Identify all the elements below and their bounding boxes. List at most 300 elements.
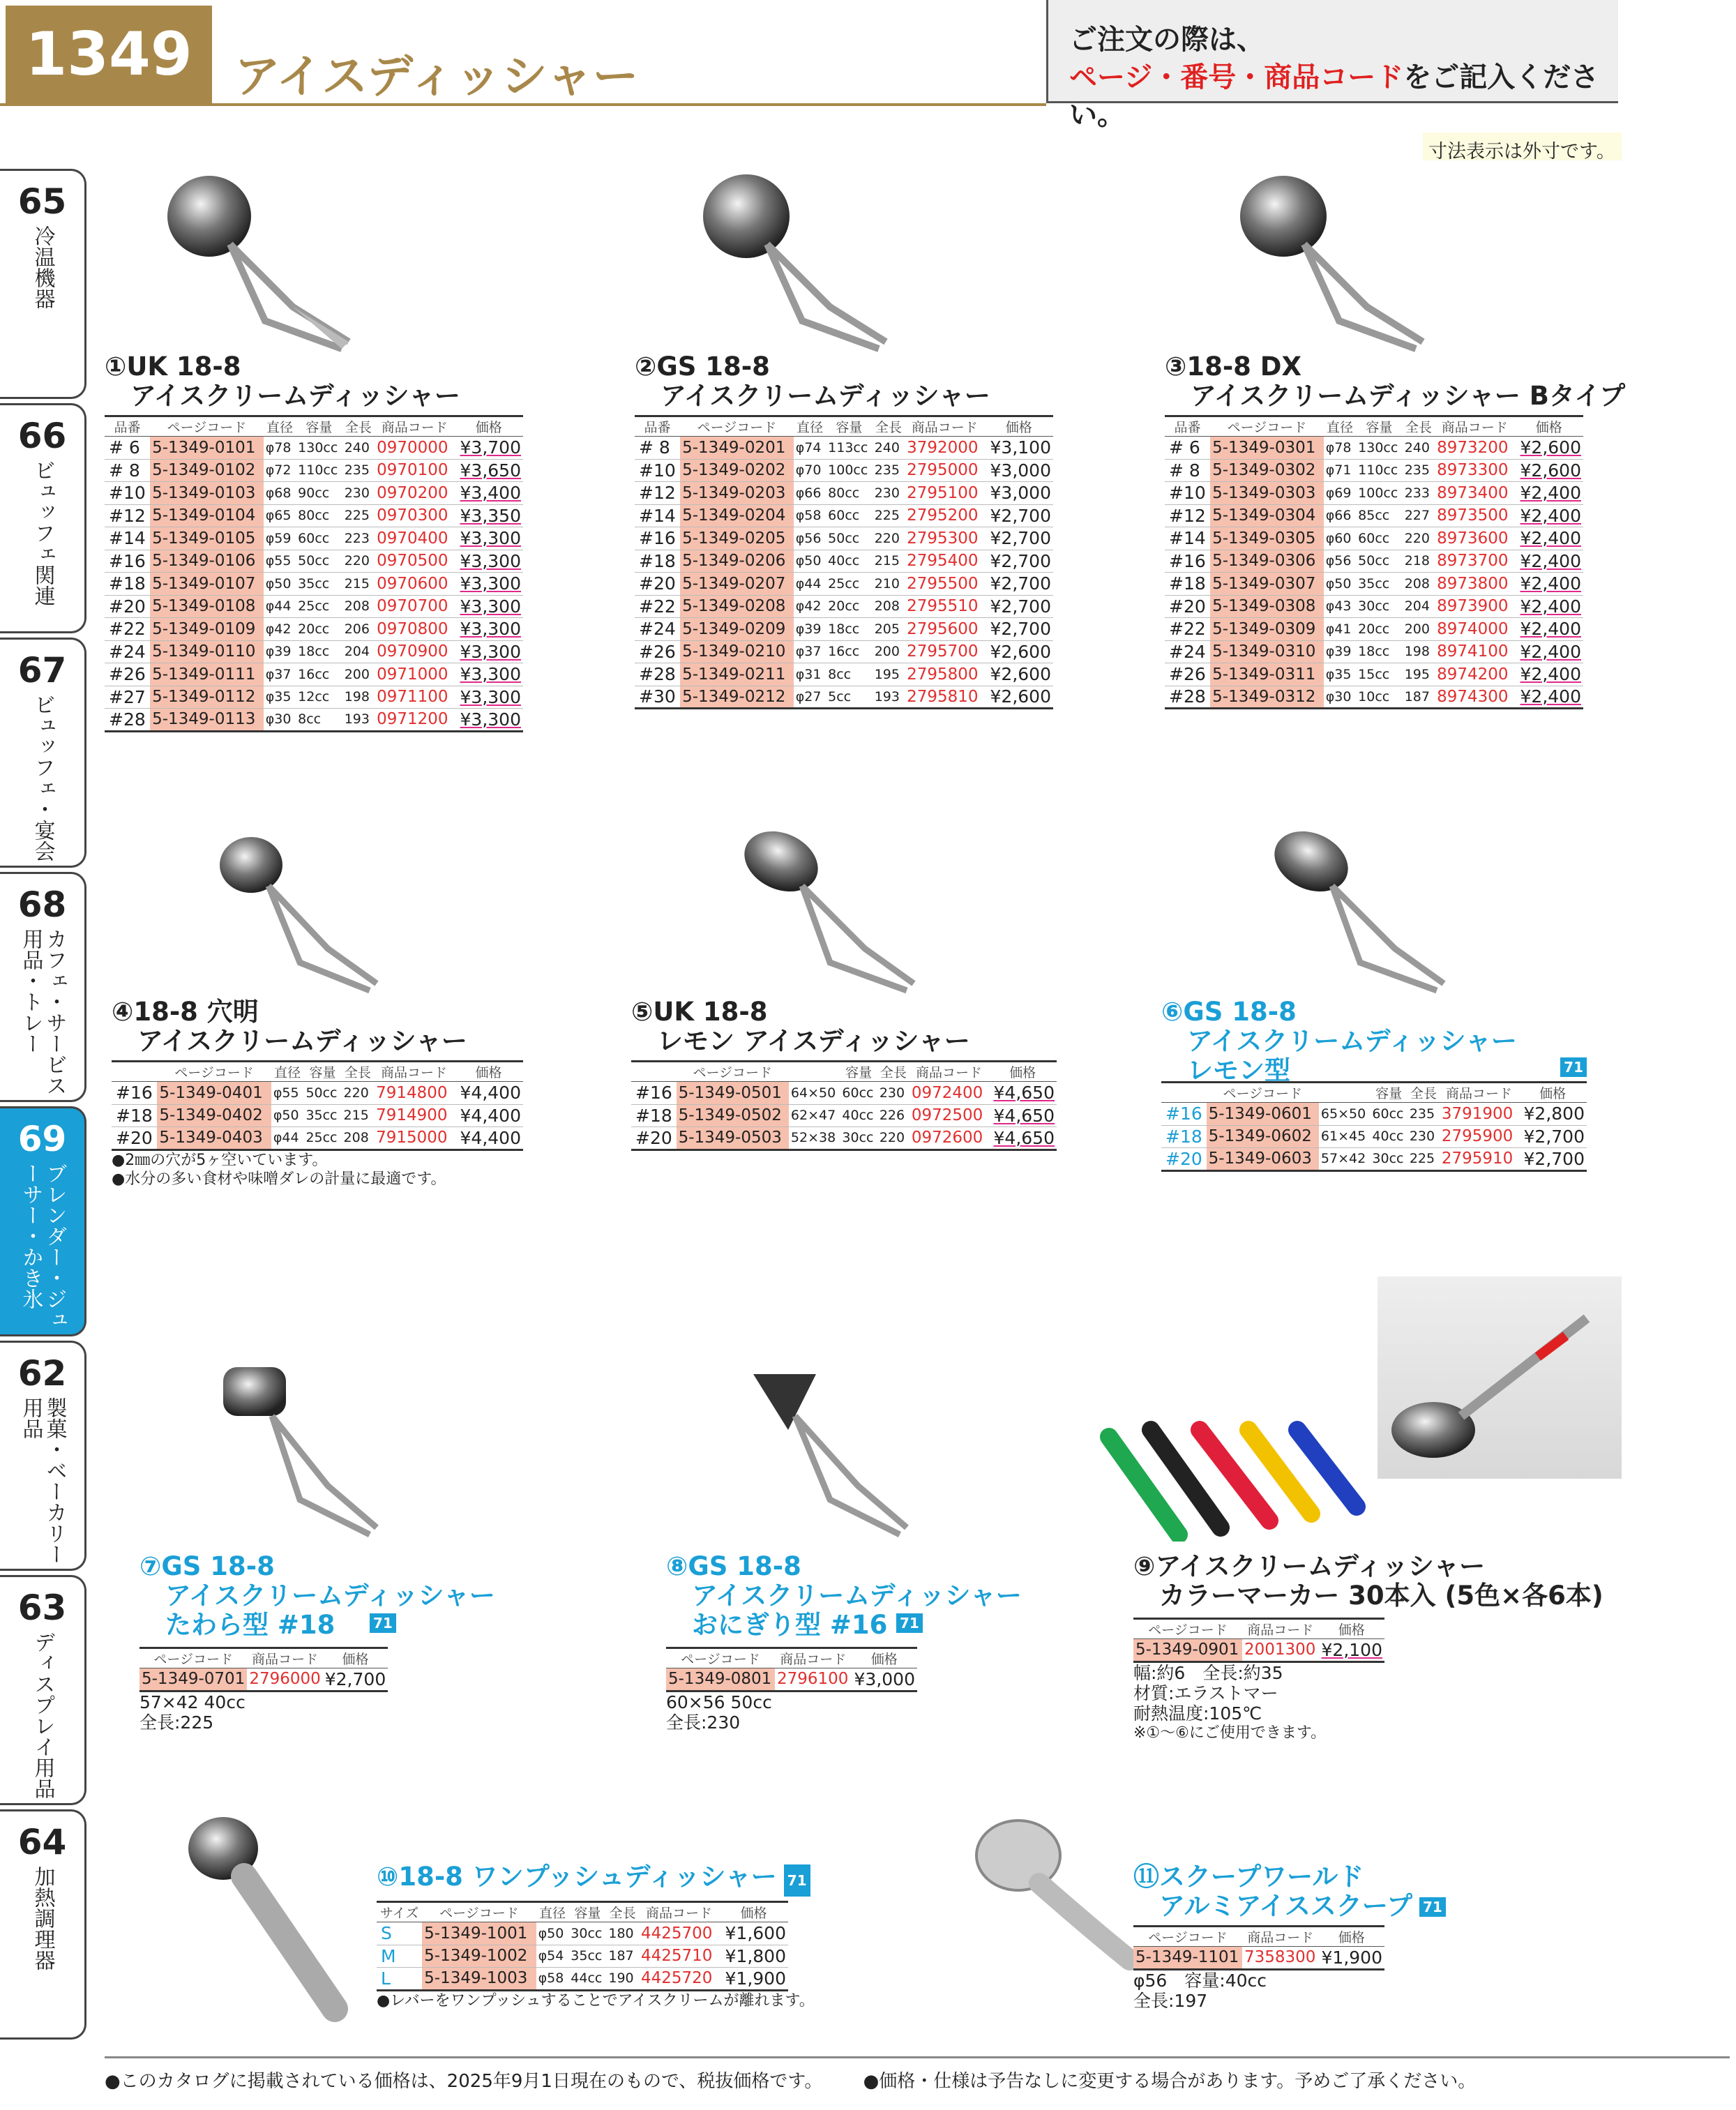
table-row (1165, 459, 1583, 482)
table-row (105, 640, 523, 663)
product-code: 2795500 (905, 573, 984, 596)
spec: φ39 (264, 640, 296, 663)
spec: 61×45 (1319, 1125, 1370, 1148)
price: ¥2,600 (1514, 437, 1583, 460)
product-code: 2795200 (905, 504, 984, 527)
order-line2 (1069, 59, 1618, 134)
spec: 206 (342, 618, 375, 641)
spec: 20cc (826, 595, 873, 618)
tab-number: 62 (17, 1353, 67, 1394)
footer-price-note: ●このカタログに掲載されている価格は、2025年9月1日現在のもので、税抜価格です。 (105, 2071, 823, 2092)
dishers-image-8 (739, 1360, 949, 1548)
spec: φ66 (794, 482, 826, 505)
tab-69[interactable] (0, 1106, 86, 1336)
spec: φ30 (264, 709, 296, 732)
price: ¥2,700 (984, 595, 1053, 618)
product-6 (1161, 997, 1587, 1172)
category-badge: 71 (896, 1613, 923, 1633)
spec: φ41 (1324, 618, 1356, 641)
page-code: 5-1349-0210 (680, 640, 794, 663)
product-code: 0970100 (375, 459, 454, 482)
spec: 100cc (1356, 482, 1403, 505)
column-header: ページコード (139, 1648, 247, 1668)
product-code: 8973400 (1435, 482, 1514, 505)
spec: 223 (342, 527, 375, 550)
price: ¥2,700 (984, 550, 1053, 573)
product-title: ⑦GS 18-8 アイスクリームディッシャー たわら型 #18 (139, 1551, 495, 1640)
spec: φ74 (794, 437, 826, 460)
price: ¥3,700 (454, 437, 523, 460)
column-header: 価格 (1518, 1083, 1587, 1103)
spec: 18cc (1356, 640, 1403, 663)
price: ¥1,600 (719, 1922, 788, 1945)
spec: 40cc (840, 1104, 877, 1127)
column-header: 容量 (568, 1902, 606, 1922)
spec: 35cc (568, 1945, 606, 1968)
size: S (377, 1922, 422, 1945)
spec: 80cc (296, 504, 342, 527)
column-header: 価格 (852, 1648, 917, 1668)
page-code: 5-1349-0205 (680, 527, 794, 550)
size: # 8 (105, 459, 150, 482)
product-code: 0970900 (375, 640, 454, 663)
product-spec: 全長:197 (1133, 1990, 1208, 2011)
spec: φ58 (536, 1968, 569, 1991)
table-row (377, 1945, 788, 1968)
page-code: 5-1349-0209 (680, 618, 794, 641)
price: ¥3,350 (454, 504, 523, 527)
spec: 18cc (296, 640, 342, 663)
spec: 110cc (296, 459, 342, 482)
page-code: 5-1349-0801 (666, 1668, 775, 1691)
price: ¥4,400 (454, 1127, 523, 1150)
price: ¥3,300 (454, 527, 523, 550)
spec: 44cc (568, 1968, 606, 1991)
table-row (1165, 504, 1583, 527)
spec: 110cc (1356, 459, 1403, 482)
price: ¥2,700 (1518, 1148, 1587, 1171)
product-title: ⑧GS 18-8 アイスクリームディッシャー おにぎり型 #16 (666, 1551, 1022, 1640)
spec: 208 (342, 595, 375, 618)
table-row (1165, 595, 1583, 618)
spec: 60cc (296, 527, 342, 550)
table-row (139, 1668, 388, 1691)
table-row (635, 459, 1053, 482)
product-code: 4425700 (639, 1922, 719, 1945)
page-code: 5-1349-0309 (1210, 618, 1324, 641)
size: #26 (1165, 663, 1210, 686)
product-code: 0970500 (375, 550, 454, 573)
product-8 (666, 1552, 1022, 1733)
spec: 65×50 (1319, 1103, 1370, 1126)
tab-65[interactable] (0, 169, 86, 399)
spec: 60cc (1356, 527, 1403, 550)
spec: 5cc (826, 686, 873, 709)
price: ¥4,400 (454, 1104, 523, 1127)
price: ¥2,400 (1514, 663, 1583, 686)
page-code: 5-1349-0311 (1210, 663, 1324, 686)
product-code: 8973800 (1435, 573, 1514, 596)
spec: 30cc (1370, 1148, 1407, 1171)
size: #10 (635, 459, 680, 482)
spec: 218 (1403, 550, 1435, 573)
price: ¥4,400 (454, 1082, 523, 1105)
spec: φ50 (794, 550, 826, 573)
column-header: 価格 (988, 1062, 1057, 1082)
product-code: 8974200 (1435, 663, 1514, 686)
spec: 20cc (296, 618, 342, 641)
product-code: 8973200 (1435, 437, 1514, 460)
table-row (635, 618, 1053, 641)
order-line2-rest: をご記入ください。 (1069, 61, 1599, 131)
column-header: 商品コード (1242, 1619, 1319, 1639)
column-header: 直径 (1324, 416, 1356, 437)
table-row (112, 1127, 523, 1150)
table-row (105, 709, 523, 732)
spec: 235 (342, 459, 375, 482)
page-code: 5-1349-0103 (150, 482, 264, 505)
spec: 235 (873, 459, 905, 482)
product-code: 2796000 (247, 1668, 322, 1691)
tab-64[interactable] (0, 1809, 86, 2040)
product-table (1165, 415, 1583, 709)
price: ¥2,400 (1514, 482, 1583, 505)
tab-number: 63 (17, 1588, 67, 1628)
page-code: 5-1349-0312 (1210, 686, 1324, 709)
spec: 60cc (840, 1082, 877, 1105)
spec: 100cc (826, 459, 873, 482)
page-code: 5-1349-0306 (1210, 550, 1324, 573)
column-header: 商品コード (374, 1062, 454, 1082)
table-row (1165, 482, 1583, 505)
column-header: 全長 (342, 1062, 375, 1082)
spec: 50cc (303, 1082, 341, 1105)
size: # 6 (105, 437, 150, 460)
page-code: 5-1349-0111 (150, 663, 264, 686)
column-header: ページコード (1133, 1619, 1242, 1639)
column-header (789, 1062, 840, 1082)
table-row (377, 1922, 788, 1945)
page-code: 5-1349-0201 (680, 437, 794, 460)
size: M (377, 1945, 422, 1968)
product-code: 7915000 (374, 1127, 454, 1150)
spec: φ55 (271, 1082, 304, 1105)
page-code: 5-1349-0305 (1210, 527, 1324, 550)
spec: 30cc (568, 1922, 606, 1945)
table-row (635, 595, 1053, 618)
size: #18 (1161, 1125, 1207, 1148)
spec: 15cc (1356, 663, 1403, 686)
page-code: 5-1349-0208 (680, 595, 794, 618)
price: ¥3,400 (454, 482, 523, 505)
price: ¥1,900 (719, 1968, 788, 1991)
table-row (112, 1082, 523, 1105)
column-header: 容量 (296, 416, 342, 437)
spec: φ60 (1324, 527, 1356, 550)
product-11 (1133, 1862, 1442, 2011)
column-header: 価格 (454, 1062, 523, 1082)
product-code: 2795900 (1440, 1125, 1518, 1148)
product-code: 0972400 (909, 1082, 988, 1105)
size: #10 (1165, 482, 1210, 505)
page-code: 5-1349-0401 (157, 1082, 271, 1105)
column-header: ページコード (1210, 416, 1324, 437)
spec: φ44 (271, 1127, 304, 1150)
price: ¥3,300 (454, 550, 523, 573)
tab-number: 68 (17, 884, 67, 925)
table-row (105, 618, 523, 641)
size: #16 (1165, 550, 1210, 573)
spec: 240 (1403, 437, 1435, 460)
table-row (1165, 550, 1583, 573)
size: #16 (631, 1082, 677, 1105)
table-row (635, 437, 1053, 460)
product-table (1133, 1925, 1384, 1970)
tab-67[interactable] (0, 638, 86, 868)
disher-with-marker-icon (1378, 1276, 1622, 1479)
table-row (666, 1668, 917, 1691)
column-header: 価格 (323, 1648, 388, 1668)
tab-63[interactable] (0, 1575, 86, 1805)
spec: 50cc (296, 550, 342, 573)
price: ¥3,300 (454, 618, 523, 641)
product-table (666, 1647, 917, 1692)
product-code: 0972500 (909, 1104, 988, 1127)
product-9 (1133, 1552, 1603, 1742)
product-note: ●水分の多い食材や味噌ダレの計量に最適です。 (112, 1170, 446, 1188)
spec: φ42 (264, 618, 296, 641)
product-code: 8973900 (1435, 595, 1514, 618)
spec: 187 (1403, 686, 1435, 709)
price: ¥3,300 (454, 573, 523, 596)
table-row (635, 663, 1053, 686)
price: ¥4,650 (988, 1082, 1057, 1105)
column-header: 全長 (342, 416, 375, 437)
page-code: 5-1349-0403 (157, 1127, 271, 1150)
spec: φ56 (1324, 550, 1356, 573)
product-table (139, 1647, 388, 1692)
tab-label: ディスプレイ用品 (30, 1632, 55, 1799)
column-header: 商品コード (1440, 1083, 1518, 1103)
column-header: ページコード (1133, 1927, 1242, 1947)
size: #12 (1165, 504, 1210, 527)
page-code: 5-1349-1001 (422, 1922, 536, 1945)
spec: φ78 (1324, 437, 1356, 460)
page-code: 5-1349-0113 (150, 709, 264, 732)
table-row (631, 1082, 1057, 1105)
spec: 230 (873, 482, 905, 505)
column-header: 品番 (635, 416, 680, 437)
product-code: 0970200 (375, 482, 454, 505)
spec: 220 (877, 1127, 909, 1150)
spec: φ35 (264, 686, 296, 709)
product-5 (631, 997, 1057, 1151)
spec: 198 (1403, 640, 1435, 663)
spec: 230 (1407, 1125, 1440, 1148)
spec: 240 (873, 437, 905, 460)
column-header: 全長 (606, 1902, 639, 1922)
price: ¥2,700 (984, 618, 1053, 641)
column-header: ページコード (157, 1062, 271, 1082)
product-title: ③18-8 DX アイスクリームディッシャー Bタイプ (1165, 352, 1626, 411)
dishers-image-3 (1228, 167, 1479, 363)
product-title: ⑥GS 18-8 アイスクリームディッシャー レモン型 (1161, 997, 1517, 1085)
product-code: 0971100 (375, 686, 454, 709)
spec: 16cc (826, 640, 873, 663)
product-code: 8973700 (1435, 550, 1514, 573)
spec: 235 (1407, 1103, 1440, 1126)
spec: 227 (1403, 504, 1435, 527)
column-header: 全長 (1407, 1083, 1440, 1103)
table-row (1133, 1947, 1384, 1970)
product-code: 8974100 (1435, 640, 1514, 663)
price: ¥2,700 (1518, 1125, 1587, 1148)
page-code: 5-1349-0302 (1210, 459, 1324, 482)
column-header: 商品コード (775, 1648, 852, 1668)
price: ¥2,400 (1514, 595, 1583, 618)
page-code: 5-1349-0212 (680, 686, 794, 709)
tab-66[interactable] (0, 403, 86, 633)
size: #18 (635, 550, 680, 573)
page-code: 5-1349-0101 (150, 437, 264, 460)
size: #14 (1165, 527, 1210, 550)
product-code: 0970800 (375, 618, 454, 641)
page-code: 5-1349-0502 (677, 1104, 789, 1127)
product-spec: 全長:230 (666, 1712, 741, 1733)
table-row (635, 573, 1053, 596)
column-header: 全長 (1403, 416, 1435, 437)
price: ¥3,300 (454, 663, 523, 686)
spec: 187 (606, 1945, 639, 1968)
spec: 57×42 (1319, 1148, 1370, 1171)
price: ¥2,400 (1514, 550, 1583, 573)
table-row (1133, 1639, 1384, 1662)
size: #22 (105, 618, 150, 641)
column-header: ページコード (422, 1902, 536, 1922)
price: ¥3,650 (454, 459, 523, 482)
spec: 180 (606, 1922, 639, 1945)
page-code: 5-1349-0601 (1207, 1103, 1319, 1126)
spec: φ54 (536, 1945, 569, 1968)
spec: φ37 (264, 663, 296, 686)
product-code: 2795000 (905, 459, 984, 482)
column-header: 商品コード (1242, 1927, 1319, 1947)
product-3 (1165, 352, 1625, 709)
spec: 30cc (1356, 595, 1403, 618)
table-row (1161, 1148, 1587, 1171)
product-note: ※①〜⑥にご使用できます。 (1133, 1724, 1327, 1742)
product-code: 2795300 (905, 527, 984, 550)
product-table (105, 415, 523, 732)
size: #28 (635, 663, 680, 686)
spec: 80cc (826, 482, 873, 505)
table-row (635, 686, 1053, 709)
product-code: 2795800 (905, 663, 984, 686)
product-code: 2795400 (905, 550, 984, 573)
product-code: 4425710 (639, 1945, 719, 1968)
price: ¥2,700 (323, 1668, 388, 1691)
price: ¥3,300 (454, 686, 523, 709)
price: ¥2,600 (984, 686, 1053, 709)
product-table (1133, 1618, 1384, 1663)
size: #22 (635, 595, 680, 618)
table-row (1165, 527, 1583, 550)
column-header: ページコード (1207, 1083, 1319, 1103)
tab-number: 65 (17, 181, 67, 222)
tab-label: カフェ・サービス用品・トレー (18, 928, 67, 1096)
spec: 230 (877, 1082, 909, 1105)
table-row (1165, 663, 1583, 686)
spec: 90cc (296, 482, 342, 505)
spec: φ50 (264, 573, 296, 596)
page-code: 5-1349-0307 (1210, 573, 1324, 596)
column-header: 直径 (264, 416, 296, 437)
dishers-image-2 (690, 167, 942, 363)
order-notice (1046, 0, 1618, 131)
page-code: 5-1349-0701 (139, 1668, 247, 1691)
price: ¥2,700 (984, 573, 1053, 596)
spec: 208 (873, 595, 905, 618)
spec: 35cc (303, 1104, 341, 1127)
price: ¥2,700 (984, 504, 1053, 527)
spec: 30cc (840, 1127, 877, 1150)
spec: 25cc (826, 573, 873, 596)
size: #20 (112, 1127, 157, 1150)
spec: φ31 (794, 663, 826, 686)
column-header: 価格 (984, 416, 1053, 437)
size: #18 (112, 1104, 157, 1127)
price: ¥2,600 (984, 640, 1053, 663)
spec: 35cc (296, 573, 342, 596)
column-header: 価格 (719, 1902, 788, 1922)
column-header (112, 1062, 157, 1082)
size: #18 (631, 1104, 677, 1127)
column-header: 容量 (826, 416, 873, 437)
table-row (105, 686, 523, 709)
column-header: ページコード (680, 416, 794, 437)
price: ¥1,900 (1319, 1947, 1384, 1970)
category-badge: 71 (1560, 1057, 1587, 1077)
spec: 200 (873, 640, 905, 663)
spec: φ69 (1324, 482, 1356, 505)
page-code: 5-1349-1101 (1133, 1947, 1242, 1970)
product-code: 8973500 (1435, 504, 1514, 527)
tab-68[interactable] (0, 872, 86, 1102)
spec: 62×47 (789, 1104, 840, 1127)
spec: φ43 (1324, 595, 1356, 618)
spec: φ59 (264, 527, 296, 550)
column-header: 価格 (1319, 1927, 1384, 1947)
size: #18 (105, 573, 150, 596)
spec: 220 (1403, 527, 1435, 550)
spec: φ70 (794, 459, 826, 482)
column-header: 価格 (1319, 1619, 1384, 1639)
size: #28 (1165, 686, 1210, 709)
page-code: 5-1349-0503 (677, 1127, 789, 1150)
spec: 235 (1403, 459, 1435, 482)
spec: φ39 (1324, 640, 1356, 663)
product-table (1161, 1081, 1587, 1172)
tab-62[interactable] (0, 1341, 86, 1571)
spec: 230 (342, 482, 375, 505)
spec: 193 (873, 686, 905, 709)
column-header: 容量 (1370, 1083, 1407, 1103)
product-code: 0970000 (375, 437, 454, 460)
page-code: 5-1349-1002 (422, 1945, 536, 1968)
product-code: 8973300 (1435, 459, 1514, 482)
column-header: 商品コード (639, 1902, 719, 1922)
price: ¥3,100 (984, 437, 1053, 460)
